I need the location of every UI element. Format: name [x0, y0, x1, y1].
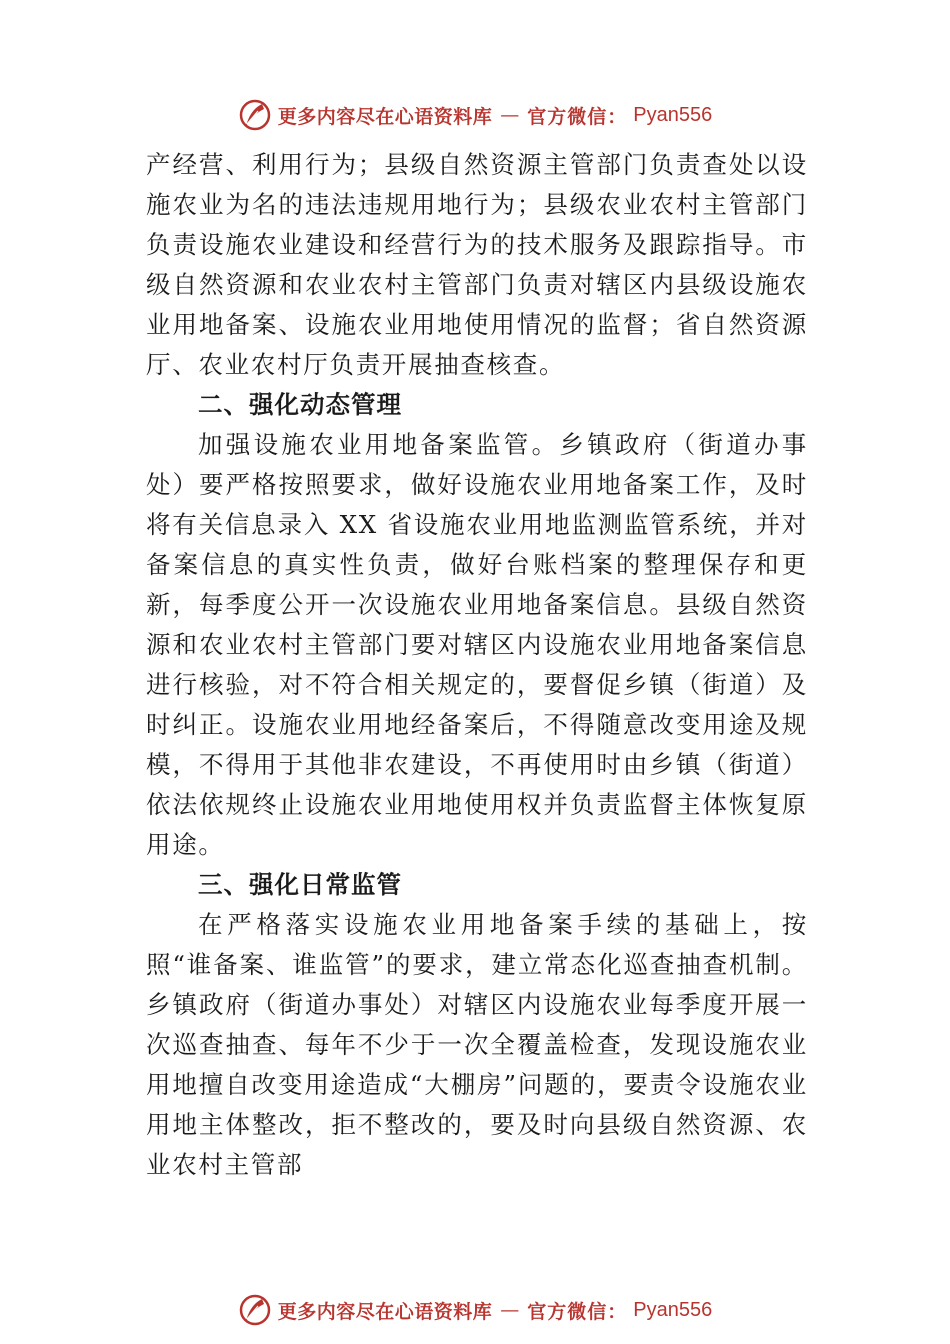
footer-wechat-label: 官方微信： — [527, 1300, 628, 1323]
section-heading-dynamic-management: 二、强化动态管理 — [198, 390, 402, 419]
header-wechat-id: Pyan556 — [633, 103, 713, 126]
footer-wechat-id: Pyan556 — [633, 1298, 713, 1321]
header-banner — [0, 95, 950, 135]
header-brand-text: 更多内容尽在心语资料库 — [277, 105, 493, 128]
paragraph-filing-supervision: 加强设施农业用地备案监管。乡镇政府（街道办事处）要严格按照要求，做好设施农业用地备案工作，及时将有关信息录入 XX 省设施农业用地监测监管系统，并对备案信息的真实性负责，做好台账档案的整理保存和更新，每季度公开一次设施农业用地备案信息。县级自然资源和农业农村主管部门要对辖区内设施农业用地备案信息进行核验，对不符合相关规定的，要督促乡镇（街道）及时纠正。设施农业用地经备案后，不得随意改变用途及规模，不得用于其他非农建设，不再使用时由乡镇（街道）依法依规终止设施农业用地使用权并负责监督主体恢复原用途。 — [146, 430, 808, 859]
footer-brand-text: 更多内容尽在心语资料库 — [277, 1300, 493, 1323]
header-wechat-label: 官方微信： — [527, 105, 628, 128]
paragraph-responsibilities: 产经营、利用行为；县级自然资源主管部门负责查处以设施农业为名的违法违规用地行为；县级农业农村主管部门负责设施农业建设和经营行为的技术服务及跟踪指导。市级自然资源和农业农村主管部门负责对辖区内县级设施农业用地备案、设施农业用地使用情况的监督；省自然资源厅、农业农村厅负责开展抽查核查。 — [146, 150, 808, 379]
footer-banner — [0, 1290, 950, 1330]
feather-pen-logo-icon — [238, 98, 272, 132]
document-body — [146, 145, 808, 1185]
section-heading-daily-supervision: 三、强化日常监管 — [198, 870, 402, 899]
header-dash: — — [500, 104, 520, 126]
paragraph-inspection-mechanism: 在严格落实设施农业用地备案手续的基础上，按照“谁备案、谁监管”的要求，建立常态化巡查抽查机制。乡镇政府（街道办事处）对辖区内设施农业每季度开展一次巡查抽查、每年不少于一次全覆盖检查，发现设施农业用地擅自改变用途造成“大棚房”问题的，要责令设施农业用地主体整改，拒不整改的，要及时向县级自然资源、农业农村主管部 — [146, 910, 808, 1179]
footer-dash: — — [500, 1299, 520, 1321]
feather-pen-logo-icon — [238, 1293, 272, 1327]
